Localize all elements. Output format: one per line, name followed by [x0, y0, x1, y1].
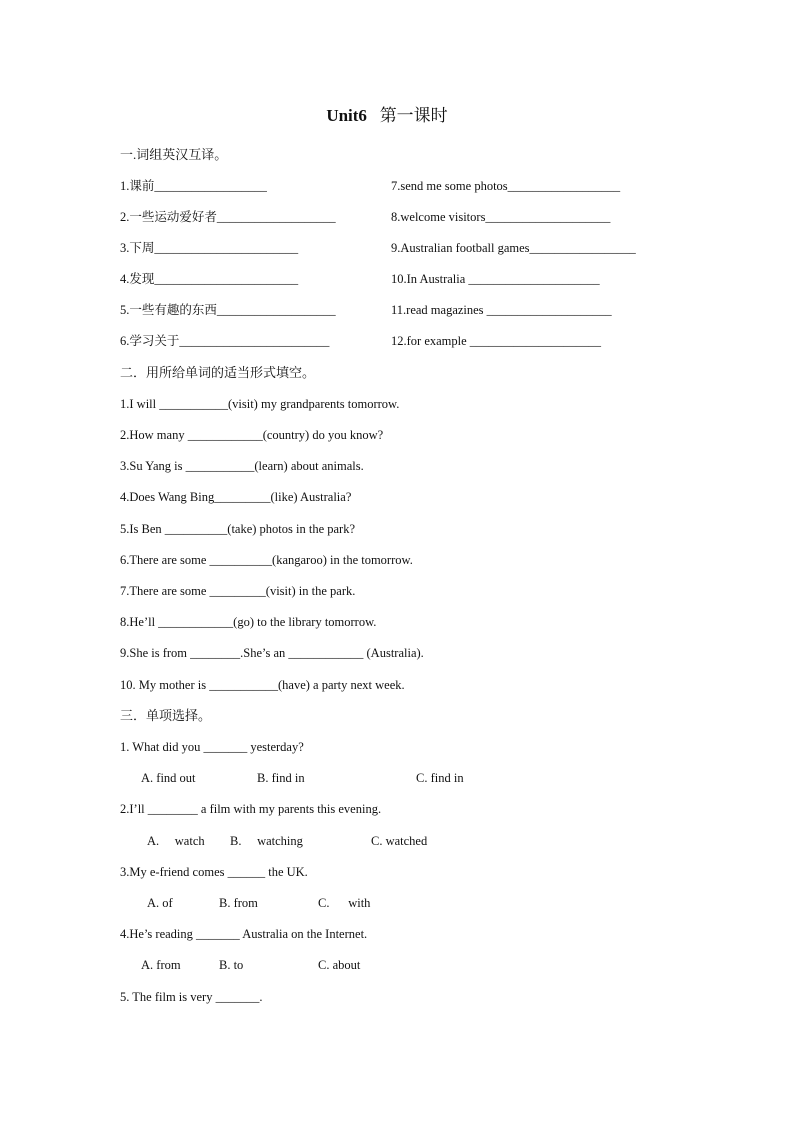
mc-option: B. from [219, 896, 258, 910]
vocab-item: 10.In Australia _____________________ [391, 272, 600, 286]
vocab-item: 2.一些运动爱好者___________________ [120, 210, 336, 224]
mc-option: C. find in [416, 771, 464, 785]
mc-question: 3.My e-friend comes ______ the UK. [120, 865, 308, 879]
fill-blank-item: 2.How many ____________(country) do you know? [120, 428, 384, 442]
vocab-item: 4.发现_______________________ [120, 272, 299, 286]
mc-option: A. find out [141, 771, 196, 785]
vocab-item: 1.课前__________________ [120, 179, 267, 193]
vocab-item: 6.学习关于________________________ [120, 334, 330, 348]
fill-blank-item: 6.There are some __________(kangaroo) in the tomorrow. [120, 553, 413, 567]
mc-question: 1. What did you _______ yesterday? [120, 740, 304, 754]
vocab-item: 12.for example _____________________ [391, 334, 602, 348]
title-unit: Unit6 [326, 106, 367, 125]
vocab-item: 8.welcome visitors____________________ [391, 210, 611, 224]
section1-heading: 一.词组英汉互译。 [120, 147, 228, 162]
fill-blank-item: 3.Su Yang is ___________(learn) about animals. [120, 459, 364, 473]
fill-blank-item: 5.Is Ben __________(take) photos in the park? [120, 522, 356, 536]
mc-option: C. with [318, 896, 371, 910]
vocab-item: 7.send me some photos__________________ [391, 179, 621, 193]
section2-heading: 二．用所给单词的适当形式填空。 [120, 365, 316, 380]
mc-option: B. watching [230, 834, 303, 848]
fill-blank-item: 4.Does Wang Bing_________(like) Australia? [120, 490, 352, 504]
mc-option: C. about [318, 958, 361, 972]
fill-blank-item: 8.He’ll ____________(go) to the library tomorrow. [120, 615, 377, 629]
mc-option: B. find in [257, 771, 305, 785]
vocab-item: 3.下周_______________________ [120, 241, 299, 255]
mc-option: A. watch [147, 834, 205, 848]
fill-blank-item: 9.She is from ________.She’s an ____________ (Australia). [120, 646, 424, 660]
fill-blank-item: 7.There are some _________(visit) in the park. [120, 584, 356, 598]
fill-blank-item: 1.I will ___________(visit) my grandparents tomorrow. [120, 397, 400, 411]
section3-heading: 三．单项选择。 [120, 708, 212, 723]
mc-option: A. of [147, 896, 173, 910]
vocab-item: 9.Australian football games_________________ [391, 241, 636, 255]
mc-question: 5. The film is very _______. [120, 990, 263, 1004]
mc-option: A. from [141, 958, 181, 972]
mc-question: 4.He’s reading _______ Australia on the Internet. [120, 927, 368, 941]
title-lesson: 第一课时 [379, 106, 448, 125]
vocab-item: 11.read magazines ____________________ [391, 303, 612, 317]
fill-blank-item: 10. My mother is ___________(have) a party next week. [120, 678, 405, 692]
page-title [0, 108, 774, 124]
vocab-item: 5.一些有趣的东西___________________ [120, 303, 336, 317]
mc-question: 2.I’ll ________ a film with my parents this evening. [120, 802, 382, 816]
mc-option: B. to [219, 958, 244, 972]
mc-option: C. watched [371, 834, 428, 848]
